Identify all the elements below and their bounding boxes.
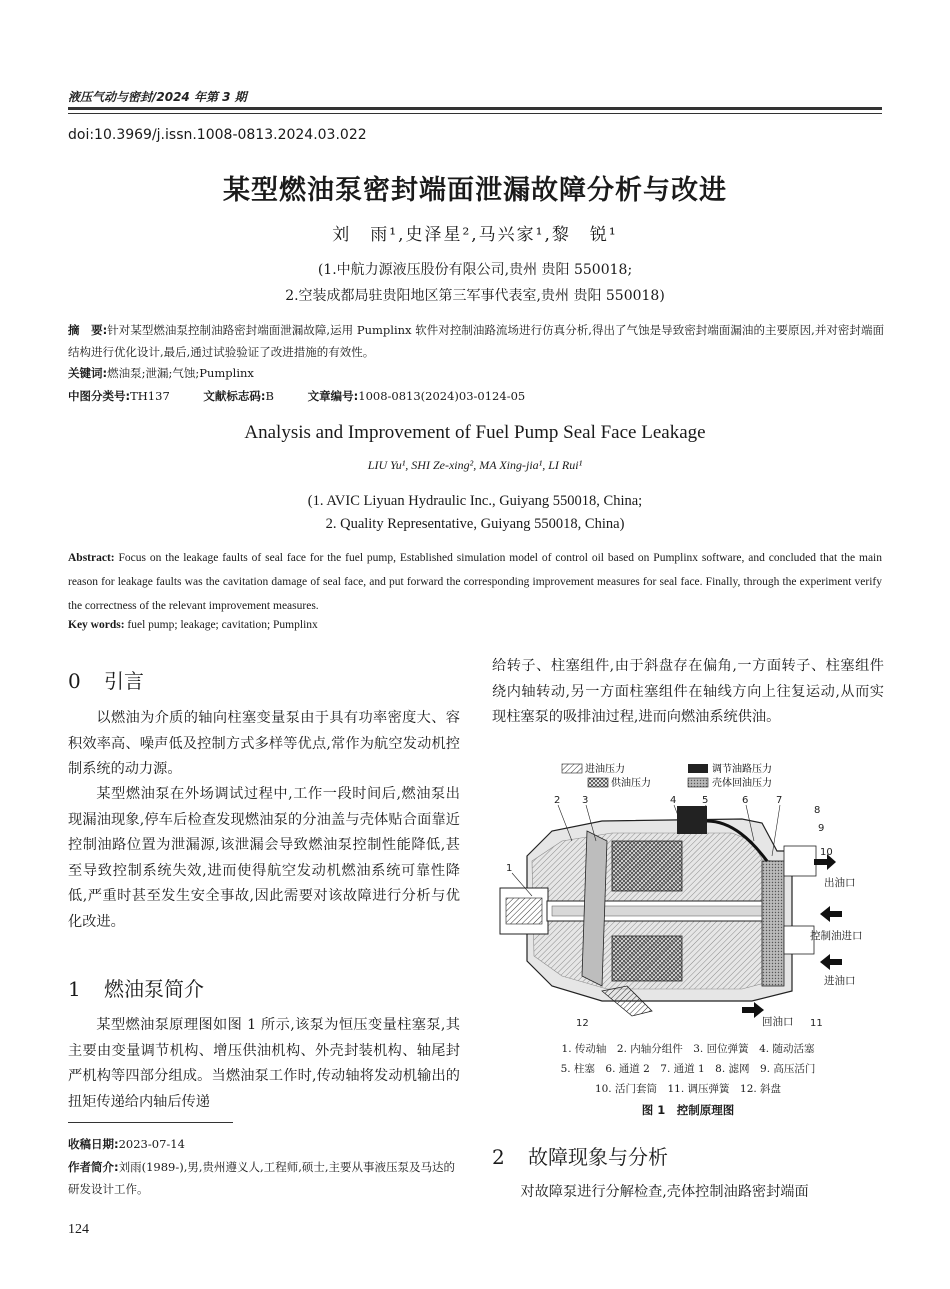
callout-3: 3 (582, 795, 589, 806)
affiliation-cn-2: 2.空装成都局驻贵阳地区第三军事代表室,贵州 贵阳 550018) (285, 288, 665, 304)
callout-7: 7 (776, 795, 783, 806)
right-paragraph-top: 给转子、柱塞组件,由于斜盘存在偏角,一方面转子、柱塞组件绕内轴转动,另一方面柱塞组件在轴线方向上往复运动,从而实现柱塞泵的吸排油过程,进而向燃油系统供油。 (492, 658, 884, 725)
callout-4: 4 (670, 795, 677, 806)
paper-title-en: Analysis and Improvement of Fuel Pump Seal Face Leakage (244, 422, 706, 443)
header-rule-thin (68, 113, 882, 114)
paper-title-cn: 某型燃油泵密封端面泄漏故障分析与改进 (223, 175, 727, 206)
doi[interactable]: doi:10.3969/j.issn.1008-0813.2024.03.022 (68, 127, 367, 143)
affiliation-en-2: 2. Quality Representative, Guiyang 550018, China) (325, 516, 625, 532)
callout-8: 8 (814, 805, 821, 816)
authors-cn: 刘 雨¹,史泽星²,马兴家¹,黎 锐¹ (332, 225, 618, 245)
callout-9: 9 (818, 823, 825, 834)
callout-6: 6 (742, 795, 749, 806)
port-outlet: 出油口 (824, 877, 856, 889)
authors-en: LIU Yu¹, SHI Ze-xing², MA Xing-jia¹, LI Rui¹ (367, 458, 583, 472)
section-1-heading: 1 燃油泵简介 (68, 977, 204, 1001)
affiliation-en-1: (1. AVIC Liyuan Hydraulic Inc., Guiyang 550018, China; (307, 493, 643, 509)
legend-control: 调节油路压力 (712, 764, 772, 775)
abstract-en-label: Abstract: (68, 552, 115, 564)
keywords-cn (68, 365, 254, 381)
footnote-author: 作者简介:刘雨(1989-),男,贵州遵义人,工程师,硕士,主要从事液压泵及马达的研发设计工作。 (68, 1160, 456, 1196)
section-0-heading: 0 引言 (68, 669, 144, 693)
figure-1-title: 图 1 控制原理图 (641, 1103, 735, 1117)
callout-11: 11 (810, 1018, 823, 1029)
legend-supply: 供油压力 (611, 778, 651, 789)
port-control-inlet: 控制油进口 (810, 930, 863, 942)
legend-swatch-return (688, 778, 708, 787)
classification-line (68, 388, 555, 404)
figure-1-control-schematic (492, 761, 884, 1029)
abstract-cn-text: 针对某型燃油泵控制油路密封端面泄漏故障,运用 Pumplinx 软件对控制油路流场进行仿真分析,得出了气蚀是导致密封端面漏油的主要原因,并对密封端面结构进行优化设计,最后,通过试验验证了改进措施的有效性。 (68, 323, 884, 359)
figure-caption-line-1: 1. 传动轴 2. 内轴分组件 3. 回位弹簧 4. 随动活塞 (561, 1043, 815, 1055)
footnote-rule (68, 1122, 233, 1123)
pump-paragraph: 某型燃油泵原理图如图 1 所示,该泵为恒压变量柱塞泵,其主要由变量调节机构、增压供油机构、外壳封装机构、轴尾封严机构等四部分组成。当燃油泵工作时,传动轴将发动机输出的扭矩传递给内轴后传递 (68, 1017, 460, 1110)
header-rule-thick (68, 107, 882, 110)
callout-10: 10 (820, 847, 833, 858)
keywords-en-text: fuel pump; leakage; cavitation; Pumplinx (127, 619, 318, 631)
keywords-en-label: Key words: (68, 619, 125, 631)
keywords-en (68, 619, 318, 631)
footnote-received: 收稿日期:2023-07-14 (68, 1137, 185, 1151)
legend-inlet: 进油压力 (585, 764, 625, 775)
keywords-cn-text: 燃油泵;泄漏;气蚀;Pumplinx (107, 366, 254, 380)
keywords-cn-label: 关键词: (68, 366, 108, 380)
intro-paragraph-1: 以燃油为介质的轴向柱塞变量泵由于具有功率密度大、容积效率高、噪声低及控制方式多样等优点,常作为航空发动机控制系统的动力源。 (68, 710, 460, 777)
figure-caption-line-2: 5. 柱塞 6. 通道 2 7. 通道 1 8. 滤网 9. 高压活门 (560, 1063, 816, 1075)
port-inlet: 进油口 (824, 975, 856, 987)
port-return: 回油口 (762, 1016, 794, 1028)
legend-swatch-control (688, 764, 708, 773)
legend-swatch-supply (588, 778, 608, 787)
page-number: 124 (68, 1222, 89, 1237)
legend-return: 壳体回油压力 (712, 778, 772, 789)
abstract-cn (68, 319, 884, 363)
journal-header: 液压气动与密封/2024 年第 3 期 (68, 90, 247, 104)
callout-5: 5 (702, 795, 709, 806)
doc-code: 文献标志码:B (203, 389, 274, 403)
callout-1: 1 (506, 863, 513, 874)
clc: 中图分类号:TH137 (68, 389, 170, 403)
figure-caption-line-3: 10. 活门套筒 11. 调压弹簧 12. 斜盘 (594, 1083, 782, 1095)
fault-paragraph: 对故障泵进行分解检查,壳体控制油路密封端面 (520, 1184, 809, 1200)
callout-12: 12 (576, 1018, 589, 1029)
legend-swatch-inlet (562, 764, 582, 773)
abstract-en (68, 546, 882, 618)
article-number: 文章编号:1008-0813(2024)03-0124-05 (307, 389, 526, 403)
affiliation-cn-1: (1.中航力源液压股份有限公司,贵州 贵阳 550018; (317, 262, 633, 278)
callout-2: 2 (554, 795, 561, 806)
pump-cross-section (500, 806, 816, 1016)
abstract-cn-label: 摘 要: (68, 323, 108, 337)
section-2-heading: 2 故障现象与分析 (492, 1145, 668, 1169)
abstract-en-text: Focus on the leakage faults of seal face for the fuel pump, Established simulation model of control oil based on Pumplinx software, and concluded that the main reason for leakage faults was the cavitation damage of seal face, and put forward the corresponding improvement measures for seal face. Finally, through the experiment verify the correctness of the relevant improvement measures. (68, 552, 882, 612)
intro-paragraph-2: 某型燃油泵在外场调试过程中,工作一段时间后,燃油泵出现漏油现象,停车后检查发现燃油泵的分油盖与壳体贴合面靠近控制油路位置为泄漏源,该泄漏会导致燃油泵控制性能降低,甚至导致控制系统失效,进而使得航空发动机燃油系统可靠性降低,严重时甚至发生安全事故,因此需要对该故障进行分析与优化改进。 (68, 786, 460, 930)
